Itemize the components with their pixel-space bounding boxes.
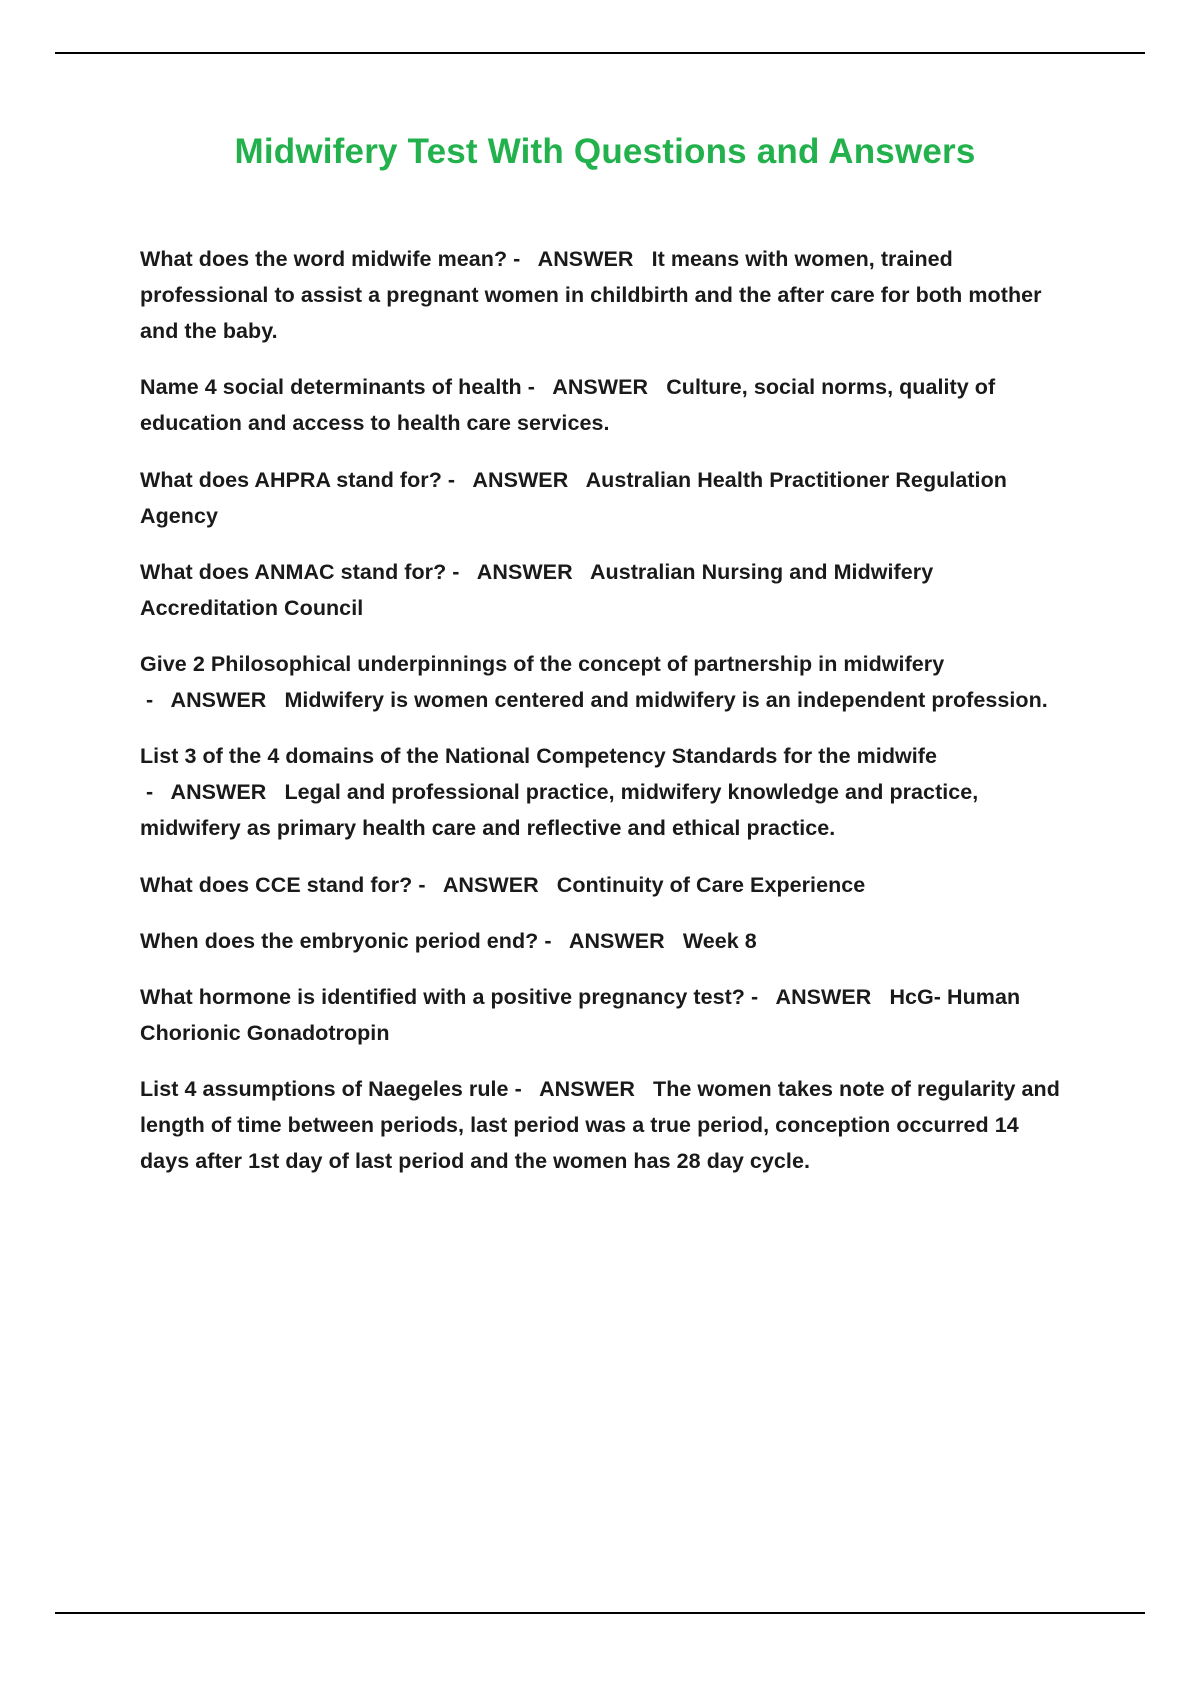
qa-answer: Legal and professional practice, midwifery knowledge and practice, midwifery as primary health care and reflective and ethical practice. (140, 780, 979, 841)
page-title: Midwifery Test With Questions and Answers (234, 132, 976, 171)
qa-separator: - (538, 928, 569, 953)
qa-question: What hormone is identified with a positive pregnancy test? (140, 984, 745, 1009)
qa-item (140, 462, 1070, 534)
qa-question: Give 2 Philosophical underpinnings of the concept of partnership in midwifery (140, 651, 945, 676)
answer-gap (266, 688, 284, 712)
qa-question: What does CCE stand for? (140, 872, 413, 897)
qa-item (140, 979, 1070, 1051)
qa-question: What does AHPRA stand for? (140, 467, 442, 492)
qa-item (140, 923, 1070, 959)
answer-gap (539, 873, 557, 897)
qa-question: What does ANMAC stand for? (140, 559, 447, 584)
answer-gap (635, 1077, 653, 1101)
answer-label: ANSWER (539, 1076, 635, 1101)
header-divider (55, 52, 1145, 54)
qa-item (140, 867, 1070, 903)
qa-separator: - (140, 780, 171, 805)
footer-divider (55, 1612, 1145, 1614)
qa-answer: Continuity of Care Experience (556, 872, 866, 897)
qa-item (140, 554, 1070, 626)
answer-label: ANSWER (537, 247, 634, 271)
qa-question: Name 4 social determinants of health (140, 375, 522, 400)
qa-answer: HcG- Human Chorionic Gonadotropin (140, 984, 1021, 1045)
answer-label: ANSWER (775, 984, 872, 1009)
qa-separator: - (744, 984, 776, 1009)
qa-separator: - (508, 1076, 540, 1101)
qa-separator: - (441, 467, 473, 492)
qa-answer: Culture, social norms, quality of education and access to health care services. (140, 375, 996, 436)
qa-question: List 3 of the 4 domains of the National Competency Standards for the midwife (140, 744, 938, 769)
qa-answer: Midwifery is women centered and midwifery is an independent profession. (284, 688, 1048, 713)
qa-item (140, 646, 1070, 718)
answer-label: ANSWER (442, 872, 539, 897)
qa-answer: Week 8 (682, 928, 757, 953)
answer-gap (665, 929, 683, 953)
qa-separator: - (140, 688, 171, 713)
qa-separator: - (446, 559, 477, 584)
qa-question: List 4 assumptions of Naegeles rule (140, 1076, 509, 1101)
qa-answer: The women takes note of regularity and length of time between periods, last period was a true period, conception occurred 14 days after 1st day of last period and the women has 28 day cycle. (140, 1076, 1060, 1174)
qa-separator: - (412, 872, 443, 897)
qa-item (140, 738, 1070, 846)
qa-answer: It means with women, trained professional to assist a pregnant women in childbirth and the after care for both mother and the baby. (140, 247, 1042, 344)
document-content (140, 120, 1070, 1179)
answer-label: ANSWER (472, 467, 569, 492)
qa-separator: - (507, 247, 538, 271)
answer-gap (648, 375, 666, 399)
answer-gap (573, 560, 590, 584)
answer-label: ANSWER (552, 375, 649, 400)
qa-item (140, 1071, 1070, 1179)
answer-gap (871, 985, 889, 1009)
qa-list (140, 241, 1070, 1179)
answer-label: ANSWER (170, 688, 267, 713)
qa-question: What does the word midwife mean? (140, 247, 508, 271)
qa-answer: Australian Nursing and Midwifery Accreditation Council (140, 559, 934, 620)
qa-item (140, 369, 1070, 441)
answer-gap (568, 468, 585, 492)
answer-label: ANSWER (170, 780, 267, 805)
qa-answer: Australian Health Practitioner Regulation Agency (140, 467, 1007, 528)
qa-item (140, 241, 1070, 349)
answer-gap (266, 780, 284, 804)
answer-gap (634, 247, 652, 271)
answer-label: ANSWER (476, 559, 573, 584)
qa-question: When does the embryonic period end? (140, 928, 539, 953)
qa-separator: - (521, 375, 553, 400)
answer-label: ANSWER (568, 928, 665, 953)
